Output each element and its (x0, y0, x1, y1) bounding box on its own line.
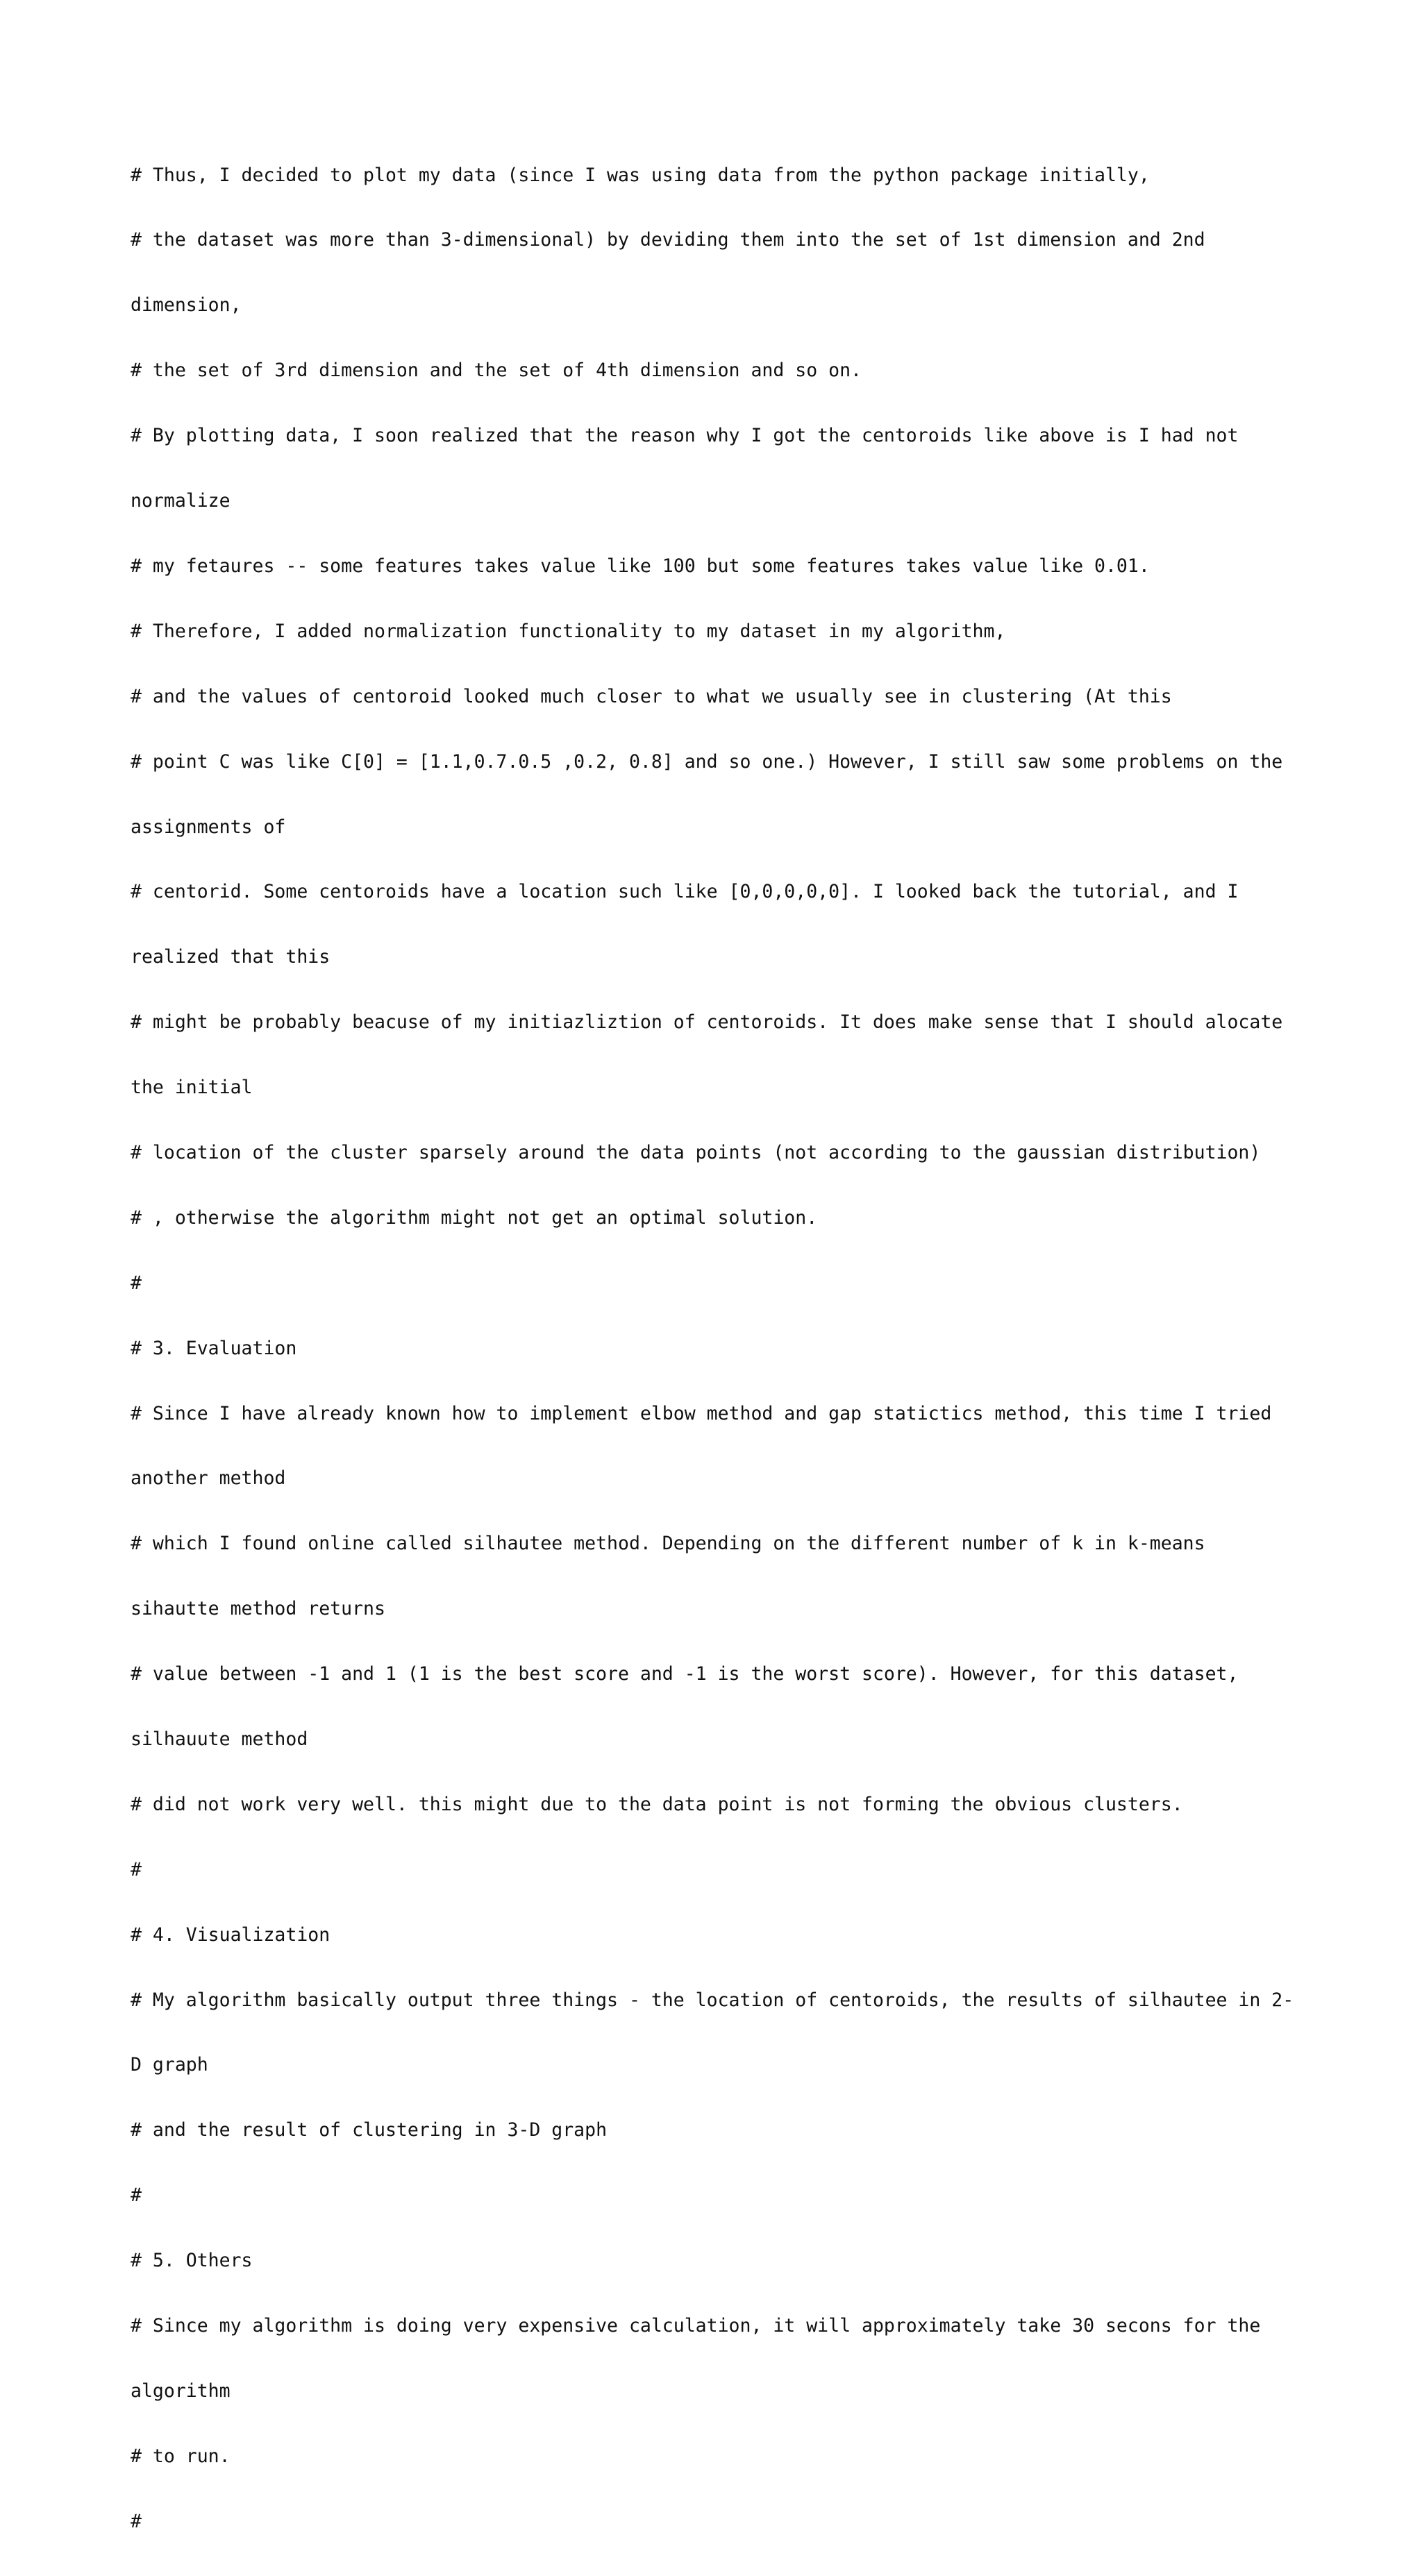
text-line: another method (131, 1467, 286, 1490)
text-line: # , otherwise the algorithm might not get an optimal solution. (131, 1206, 818, 1229)
text-line: # the dataset was more than 3-dimensional) by deviding them into the set of 1st dimension and 2nd (131, 229, 1205, 251)
text-line: # the set of 3rd dimension and the set of 4th dimension and so on. (131, 360, 862, 382)
text-line: # my fetaures -- some features takes value like 100 but some features takes value like 0.01. (131, 555, 1150, 577)
section-heading: # 4. Visualization (131, 1923, 331, 1946)
code-comment-block (131, 121, 1311, 2576)
text-line: sihautte method returns (131, 1598, 385, 1620)
text-line: # centorid. Some centoroids have a location such like [0,0,0,0,0]. I looked back the tutorial, and I (131, 881, 1239, 903)
text-line: # and the values of centoroid looked much closer to what we usually see in clustering (At this (131, 685, 1172, 707)
text-line: # location of the cluster sparsely around the data points (not according to the gaussian distribution) (131, 1141, 1261, 1163)
text-line: silhauute method (131, 1728, 308, 1750)
text-line: # did not work very well. this might due to the data point is not forming the obvious clusters. (131, 1793, 1183, 1815)
text-line: realized that this (131, 946, 331, 968)
section-heading: # 5. Others (131, 2250, 253, 2272)
text-line: # point C was like C[0] = [1.1,0.7.0.5 ,0.2, 0.8] and so one.) However, I still saw some problems on the (131, 750, 1283, 773)
text-line: the initial (131, 1077, 253, 1099)
text-line: # Since I have already known how to implement elbow method and gap statictics method, this time I tried (131, 1402, 1272, 1424)
text-line: normalize (131, 490, 231, 512)
text-line: # Thus, I decided to plot my data (since I was using data from the python package initially, (131, 164, 1150, 186)
section-heading: # 3. Evaluation (131, 1337, 297, 1359)
text-line: # might be probably beacuse of my initiazliztion of centoroids. It does make sense that I should alocate (131, 1011, 1283, 1034)
text-line: # which I found online called silhautee method. Depending on the different number of k in k-means (131, 1533, 1205, 1555)
text-line: dimension, (131, 294, 242, 317)
text-line: # to run. (131, 2445, 231, 2467)
text-line: D graph (131, 2054, 208, 2076)
text-line: # By plotting data, I soon realized that the reason why I got the centoroids like above is I had not (131, 425, 1239, 447)
text-line: assignments of (131, 816, 286, 838)
text-line: # and the result of clustering in 3-D graph (131, 2119, 608, 2141)
text-line: algorithm (131, 2380, 231, 2402)
text-line: # value between -1 and 1 (1 is the best score and -1 is the worst score). However, for this dataset, (131, 1663, 1239, 1685)
text-line: # (131, 2184, 142, 2207)
text-line: # (131, 1272, 142, 1294)
text-line: # (131, 1858, 142, 1880)
text-line: # My algorithm basically output three things - the location of centoroids, the results of silhautee in 2- (131, 1989, 1294, 2011)
text-line: # (131, 2510, 142, 2532)
text-line: # Since my algorithm is doing very expensive calculation, it will approximately take 30 secons for the (131, 2314, 1261, 2337)
text-line: # Therefore, I added normalization functionality to my dataset in my algorithm, (131, 620, 1006, 642)
